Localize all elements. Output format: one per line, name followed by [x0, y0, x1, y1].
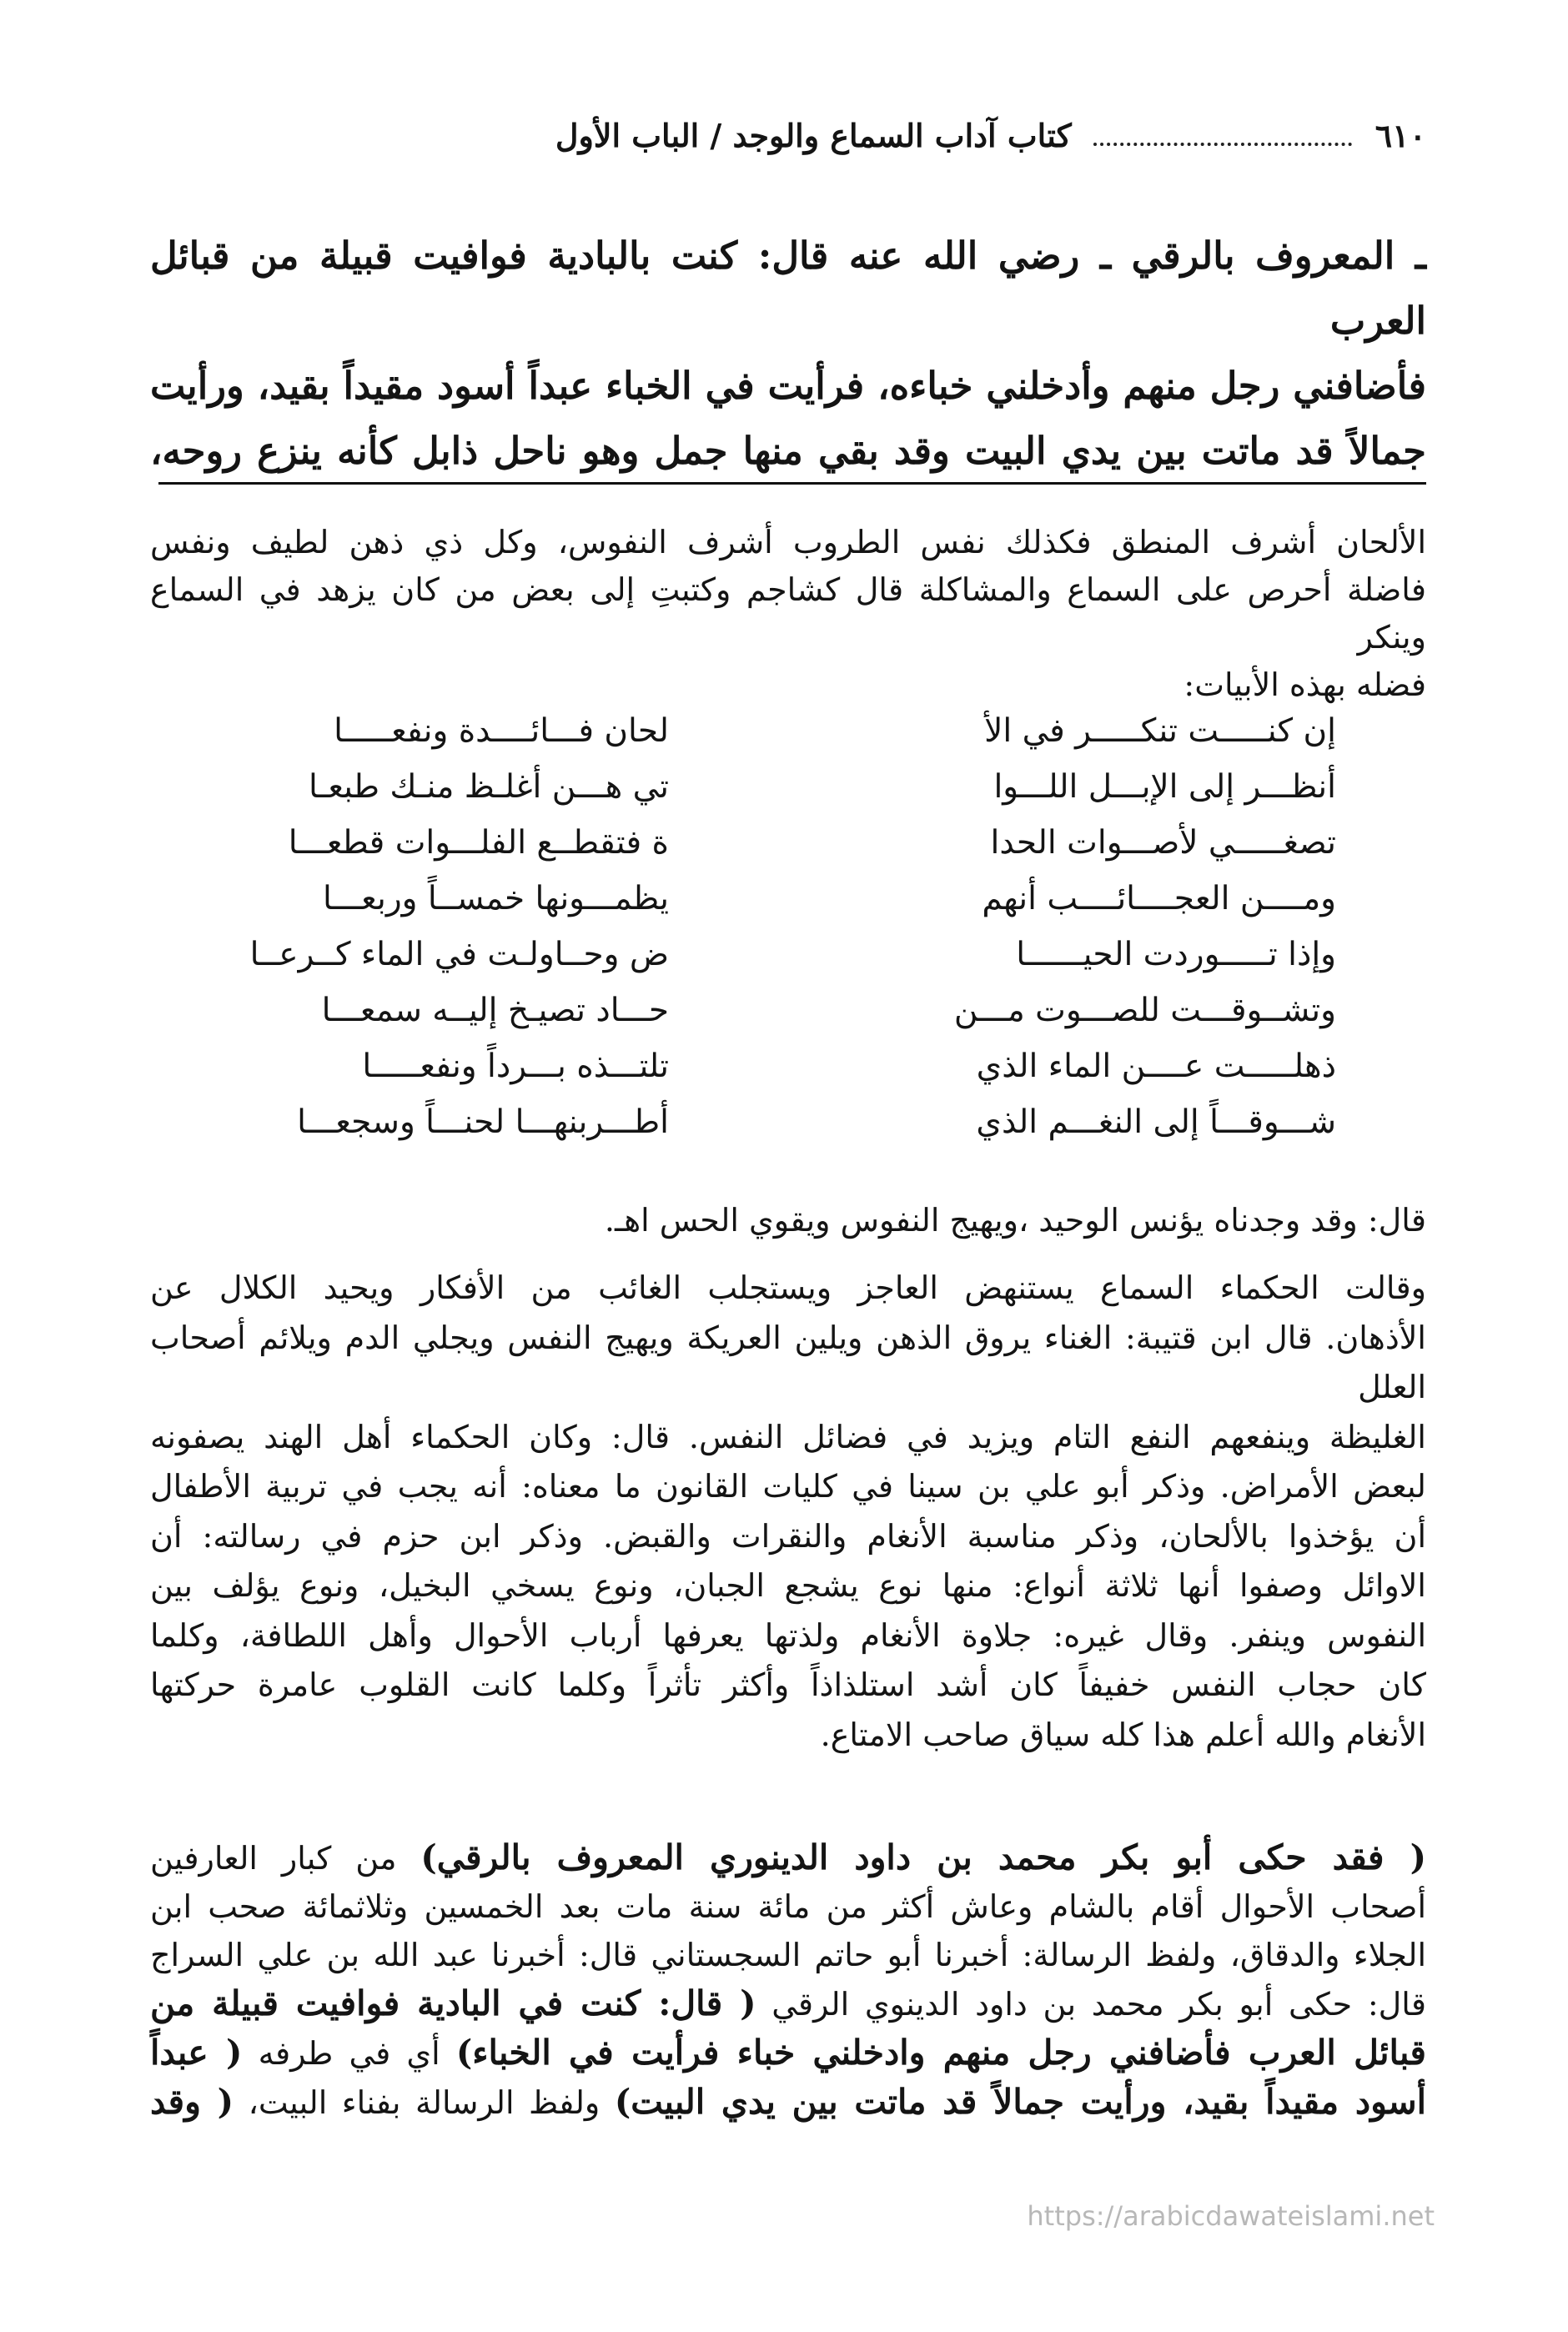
- commentary-text: أي في طرفه: [242, 2035, 456, 2072]
- verse-second-hemistich: تلتـــذه بـــرداً ونفعـــــا: [362, 1048, 669, 1085]
- commentary-line: [150, 1979, 1426, 2028]
- commentary-line: الألحان أشرف المنطق فكذلك نفس الطروب أشرف النفوس، وكل ذي ذهن لطيف ونفس: [150, 524, 1426, 560]
- commentary-line: كان حجاب النفس خفيفاً كان أشد استلذاذاً وأكثر تأثراً وكلما كانت القلوب عامرة حركتها: [150, 1666, 1426, 1703]
- quoted-text: ( عبداً: [150, 2033, 243, 2073]
- after-poem-note: [150, 1197, 1426, 1244]
- commentary-line: أن يؤخذوا بالألحان، وذكر مناسبة الأنغام والنقرات والقبض. وذكر ابن حزم في رسالته: أن: [150, 1517, 1426, 1555]
- commentary-line: النفوس وينفر. وقال غيره: جلاوة الأنغام ولذتها يعرفها أرباب الأحوال وأهل اللطافة، وكلما: [150, 1616, 1426, 1654]
- main-text-line: فأضافني رجل منهم وأدخلني خباءه، فرأيت في الخباء عبداً أسود مقيداً بقيد، ورأيت: [150, 364, 1426, 408]
- commentary-line: [150, 1833, 1426, 1882]
- verse-second-hemistich: ض وحــاولـت في الماء كــرعــا: [249, 936, 669, 973]
- verse-first-hemistich: إن كنـــــت تنكـــــر في الأ: [984, 712, 1336, 750]
- poem-verse: [150, 983, 1426, 1038]
- page-number: ٦١٠: [1375, 117, 1426, 154]
- commentary-paragraph: [150, 1833, 1426, 2127]
- commentary-text: من كبار العارفين: [150, 1840, 421, 1877]
- commentary-line: الجلاء والدقاق، ولفظ الرسالة: أخبرنا أبو حاتم السجستاني قال: أخبرنا عبد الله بن علي السراج: [150, 1937, 1426, 1973]
- commentary-intro: [150, 519, 1426, 709]
- commentary-text: قال: حكى أبو بكر محمد بن داود الدينوي الرقي: [756, 1986, 1426, 2023]
- quoted-text: أسود مقيداً بقيد، ورأيت جمالاً قد ماتت بين يدي البيت): [614, 2082, 1427, 2122]
- commentary-line: فاضلة أحرص على السماع والمشاكلة قال كشاجم وكتبتِ إلى بعض من كان يزهد في السماع وينكر: [150, 571, 1426, 656]
- poem: [150, 703, 1426, 1150]
- running-header: [150, 117, 1426, 154]
- commentary-line: الاوائل وصفوا أنها ثلاثة أنواع: منها نوع يشجع الجبان، ونوع يسخي البخيل، ونوع يؤلف بين: [150, 1567, 1426, 1604]
- main-text-line: ـ المعروف بالرقي ـ رضي الله عنه قال: كنت بالبادية فوافيت قبيلة من قبائل العرب: [150, 234, 1426, 343]
- quoted-text: ( فقد حكى أبو بكر محمد بن داود الدينوري المعروف بالرقي): [420, 1837, 1426, 1877]
- poem-verse: [150, 871, 1426, 927]
- verse-first-hemistich: شـــوقـــاً إلى النغـــم الذي: [976, 1103, 1336, 1141]
- chapter-title: كتاب آداب السماع والوجد / الباب الأول: [555, 117, 1072, 154]
- verse-first-hemistich: وتشــوقـــت للصـــوت مـــن: [953, 992, 1336, 1029]
- verse-first-hemistich: ذهلـــــت عــــن الماء الذي: [976, 1048, 1336, 1085]
- commentary-line: [150, 2028, 1426, 2078]
- main-text: [150, 224, 1426, 484]
- quoted-text: ( وقد: [150, 2082, 234, 2122]
- commentary-line: [150, 2078, 1426, 2127]
- commentary-line: الغليظة وينفعهم النفع التام ويزيد في فضائل النفس. قال: وكان الحكماء أهل الهند يصفونه: [150, 1418, 1426, 1455]
- commentary-line: وقالت الحكماء السماع يستنهض العاجز ويستجلب الغائب من الأفكار ويحيد الكلال عن: [150, 1269, 1426, 1306]
- main-text-line: جمالاً قد ماتت بين يدي البيت وقد بقي منها جمل وهو ناحل ذابل كأنه ينزع روحه،: [150, 429, 1426, 473]
- commentary-line: فضله بهذه الأبيات:: [1184, 666, 1426, 703]
- poem-verse: [150, 1094, 1426, 1150]
- commentary-paragraph: [150, 1264, 1426, 1760]
- verse-second-hemistich: تي هـــن أغلـظ منـك طبعـا: [309, 768, 669, 806]
- commentary-line: الأذهان. قال ابن قتيبة: الغناء يروق الذهن ويلين العريكة ويهيج النفس ويجلي الدم ويلائم أصحاب العلل: [150, 1319, 1426, 1405]
- verse-second-hemistich: أطـــربنهـــا لحنـــاً وسجعـــا: [297, 1103, 669, 1141]
- verse-second-hemistich: حـــاد تصيـخ إليــه سمعـــا: [321, 992, 669, 1029]
- poem-verse: [150, 1038, 1426, 1094]
- verse-first-hemistich: أنظـــر إلى الإبـــل اللـــوا: [993, 768, 1336, 806]
- poem-verse: [150, 815, 1426, 871]
- site-watermark: https://arabicdawateislami.net: [1027, 2200, 1435, 2232]
- footnote-divider: [158, 482, 1426, 485]
- poem-verse: [150, 759, 1426, 815]
- quoted-text: قبائل العرب فأضافني رجل منهم وادخلني خباء فرأيت في الخباء): [455, 2033, 1426, 2073]
- verse-first-hemistich: وإذا تـــــوردت الحيــــــا: [1016, 936, 1336, 973]
- verse-first-hemistich: تصغـــــي لأصـــوات الحدا: [990, 824, 1336, 862]
- verse-second-hemistich: يظمـــونها خمســاً وربعـــا: [322, 880, 669, 917]
- poem-verse: [150, 703, 1426, 759]
- verse-second-hemistich: لحان فـــائــــدة ونفعـــــا: [334, 712, 669, 750]
- commentary-text: ولفظ الرسالة بفناء البيت،: [234, 2084, 615, 2121]
- commentary-line: الأنغام والله أعلم هذا كله سياق صاحب الامتاع.: [820, 1716, 1426, 1753]
- poem-verse: [150, 927, 1426, 983]
- quoted-text: ( قال: كنت في البادية فوافيت قبيلة من: [150, 1983, 756, 2023]
- header-dot-leader: [1093, 143, 1352, 146]
- verse-second-hemistich: ة فتقطــع الفلـــوات قطعـــا: [288, 824, 669, 862]
- commentary-line: لبعض الأمراض. وذكر أبو علي بن سينا في كليات القانون ما معناه: أنه يجب في تربية الأطفال: [150, 1468, 1426, 1505]
- commentary-line: أصحاب الأحوال أقام بالشام وعاش أكثر من مائة سنة مات بعد الخمسين وثلاثمائة صحب ابن: [150, 1888, 1426, 1925]
- verse-first-hemistich: ومــــن العجــــائــــب أنهم: [982, 880, 1336, 917]
- commentary-line: قال: وقد وجدناه يؤنس الوحيد ،ويهيج النفوس ويقوي الحس اهـ.: [604, 1202, 1426, 1239]
